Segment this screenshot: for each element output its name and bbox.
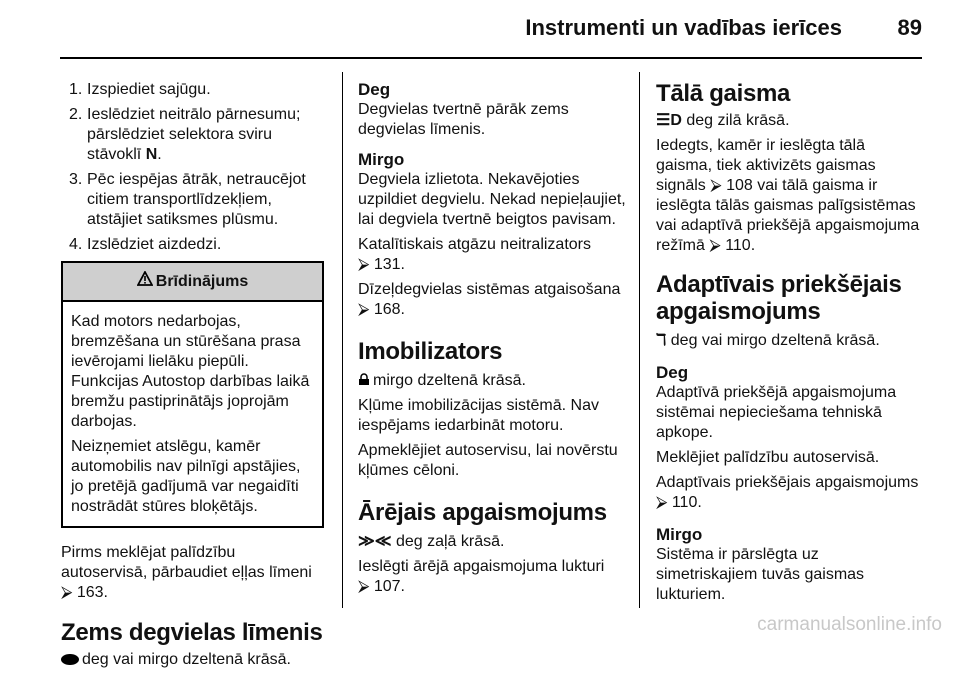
column-divider-2 — [639, 72, 640, 608]
list-item: 2. Ieslēdziet neitrālo pārnesumu; pārslēdziet selektora sviru stāvoklī N. — [69, 106, 301, 163]
section-heading: Ārējais apgaismojums — [358, 499, 607, 526]
paragraph: mirgo dzeltenā krāsā. — [358, 371, 634, 391]
list-item: 3. Pēc iespējas ātrāk, netraucējot citiem transportlīdzekļiem, atstājiet satiksmes plūsmu. — [69, 171, 306, 228]
section-heading: Tālā gaisma — [656, 80, 791, 107]
subheading: Deg — [656, 363, 689, 382]
paragraph: Iedegts, kamēr ir ieslēgta tālā gaisma, tiek aktivizēts gaismas signāls ⮚ 108 vai tālā gaisma ir ieslēgta tālās gaismas palīgsistēmas vai adaptīvā priekšējā apgaismojuma režīmā ⮚ 110. — [656, 137, 920, 254]
section-heading: Imobilizators — [358, 338, 503, 365]
column-2 — [358, 80, 634, 602]
exterior-light-icon: ≫≪ — [358, 533, 392, 550]
paragraph: Sistēma ir pārslēgta uz simetriskajiem tuvās gaismas lukturiem. — [656, 546, 865, 603]
warning-header — [63, 263, 322, 302]
paragraph: Kļūme imobilizācijas sistēmā. Nav iespējams iedarbināt motoru. — [358, 397, 599, 434]
section-heading: Zems degvielas līmenis — [61, 619, 323, 646]
ref-arrow-icon: ⮚ — [709, 237, 721, 254]
paragraph: Meklējiet palīdzību autoservisā. — [656, 449, 880, 466]
paragraph: Adaptīvais priekšējais apgaismojums ⮚ 110. — [656, 474, 919, 511]
column-divider-1 — [342, 72, 343, 608]
list-item: 1. Izspiediet sajūgu. — [69, 81, 211, 98]
paragraph: Adaptīvā priekšējā apgaismojuma sistēmai nepieciešama tehniskā apkope. — [656, 384, 897, 441]
paragraph: Katalītiskais atgāzu neitralizators ⮚ 131. — [358, 236, 591, 273]
warning-text: Kad motors nedarbojas, bremzēšana un stūrēšana prasa ievērojami lielāku piepūli. Funkcijas Autostop darbības laikā bremžu pastiprinātājs joprojām darbojas. — [71, 313, 310, 430]
subheading: Deg — [358, 80, 391, 99]
warning-triangle-icon — [137, 271, 153, 292]
section-heading: Adaptīvais priekšējais apgaismojums — [656, 271, 902, 325]
list-item: 4. Izslēdziet aizdedzi. — [69, 236, 222, 253]
column-3 — [656, 80, 924, 610]
ref-arrow-icon: ⮚ — [61, 584, 73, 601]
warning-text: Neizņemiet atslēgu, kamēr automobilis nav pilnīgi apstājies, jo pretējā gadījumā var negaidīti nostrādāt stūres bloķētājs. — [71, 438, 301, 515]
ref-arrow-icon: ⮚ — [358, 578, 370, 595]
ref-arrow-icon: ⮚ — [656, 494, 668, 511]
ref-arrow-icon: ⮚ — [358, 301, 370, 318]
paragraph: Degvielas tvertnē pārāk zems degvielas līmenis. — [358, 101, 569, 138]
paragraph: ≫≪ deg zaļā krāsā. — [358, 533, 505, 550]
header-rule — [60, 57, 922, 59]
paragraph: deg vai mirgo dzeltenā krāsā. — [61, 650, 324, 670]
fuel-indicator-icon — [61, 654, 79, 665]
paragraph: ☰D deg zilā krāsā. — [656, 112, 790, 129]
page-number: 89 — [897, 15, 922, 40]
warning-box — [61, 261, 324, 528]
ref-arrow-icon: ⮚ — [358, 256, 370, 273]
paragraph: Degviela izlietota. Nekavējoties uzpildiet degvielu. Nekad nepieļaujiet, lai degviela tvertnē beigtos pavisam. — [358, 171, 626, 228]
steps-list — [61, 80, 324, 255]
paragraph: ℸ deg vai mirgo dzeltenā krāsā. — [656, 332, 880, 349]
subheading: Mirgo — [656, 525, 703, 544]
subheading: Mirgo — [358, 150, 405, 169]
warning-title: Brīdinājums — [155, 272, 249, 290]
high-beam-icon: ☰D — [656, 112, 682, 129]
immobilizer-icon — [358, 372, 370, 385]
ref-arrow-icon: ⮚ — [710, 177, 722, 194]
page-header-title: Instrumenti un vadības ierīces — [525, 15, 842, 40]
paragraph: Apmeklējiet autoservisu, lai novērstu kļūmes cēloni. — [358, 442, 618, 479]
paragraph: Pirms meklējat palīdzību autoservisā, pārbaudiet eļļas līmeni ⮚ 163. — [61, 544, 312, 601]
paragraph: Dīzeļdegvielas sistēmas atgaisošana ⮚ 168. — [358, 281, 621, 318]
watermark: carmanualsonline.info — [757, 614, 942, 635]
column-1 — [61, 80, 324, 675]
adaptive-light-icon: ℸ — [656, 332, 667, 349]
paragraph: Ieslēgti ārējā apgaismojuma lukturi ⮚ 107. — [358, 558, 605, 595]
